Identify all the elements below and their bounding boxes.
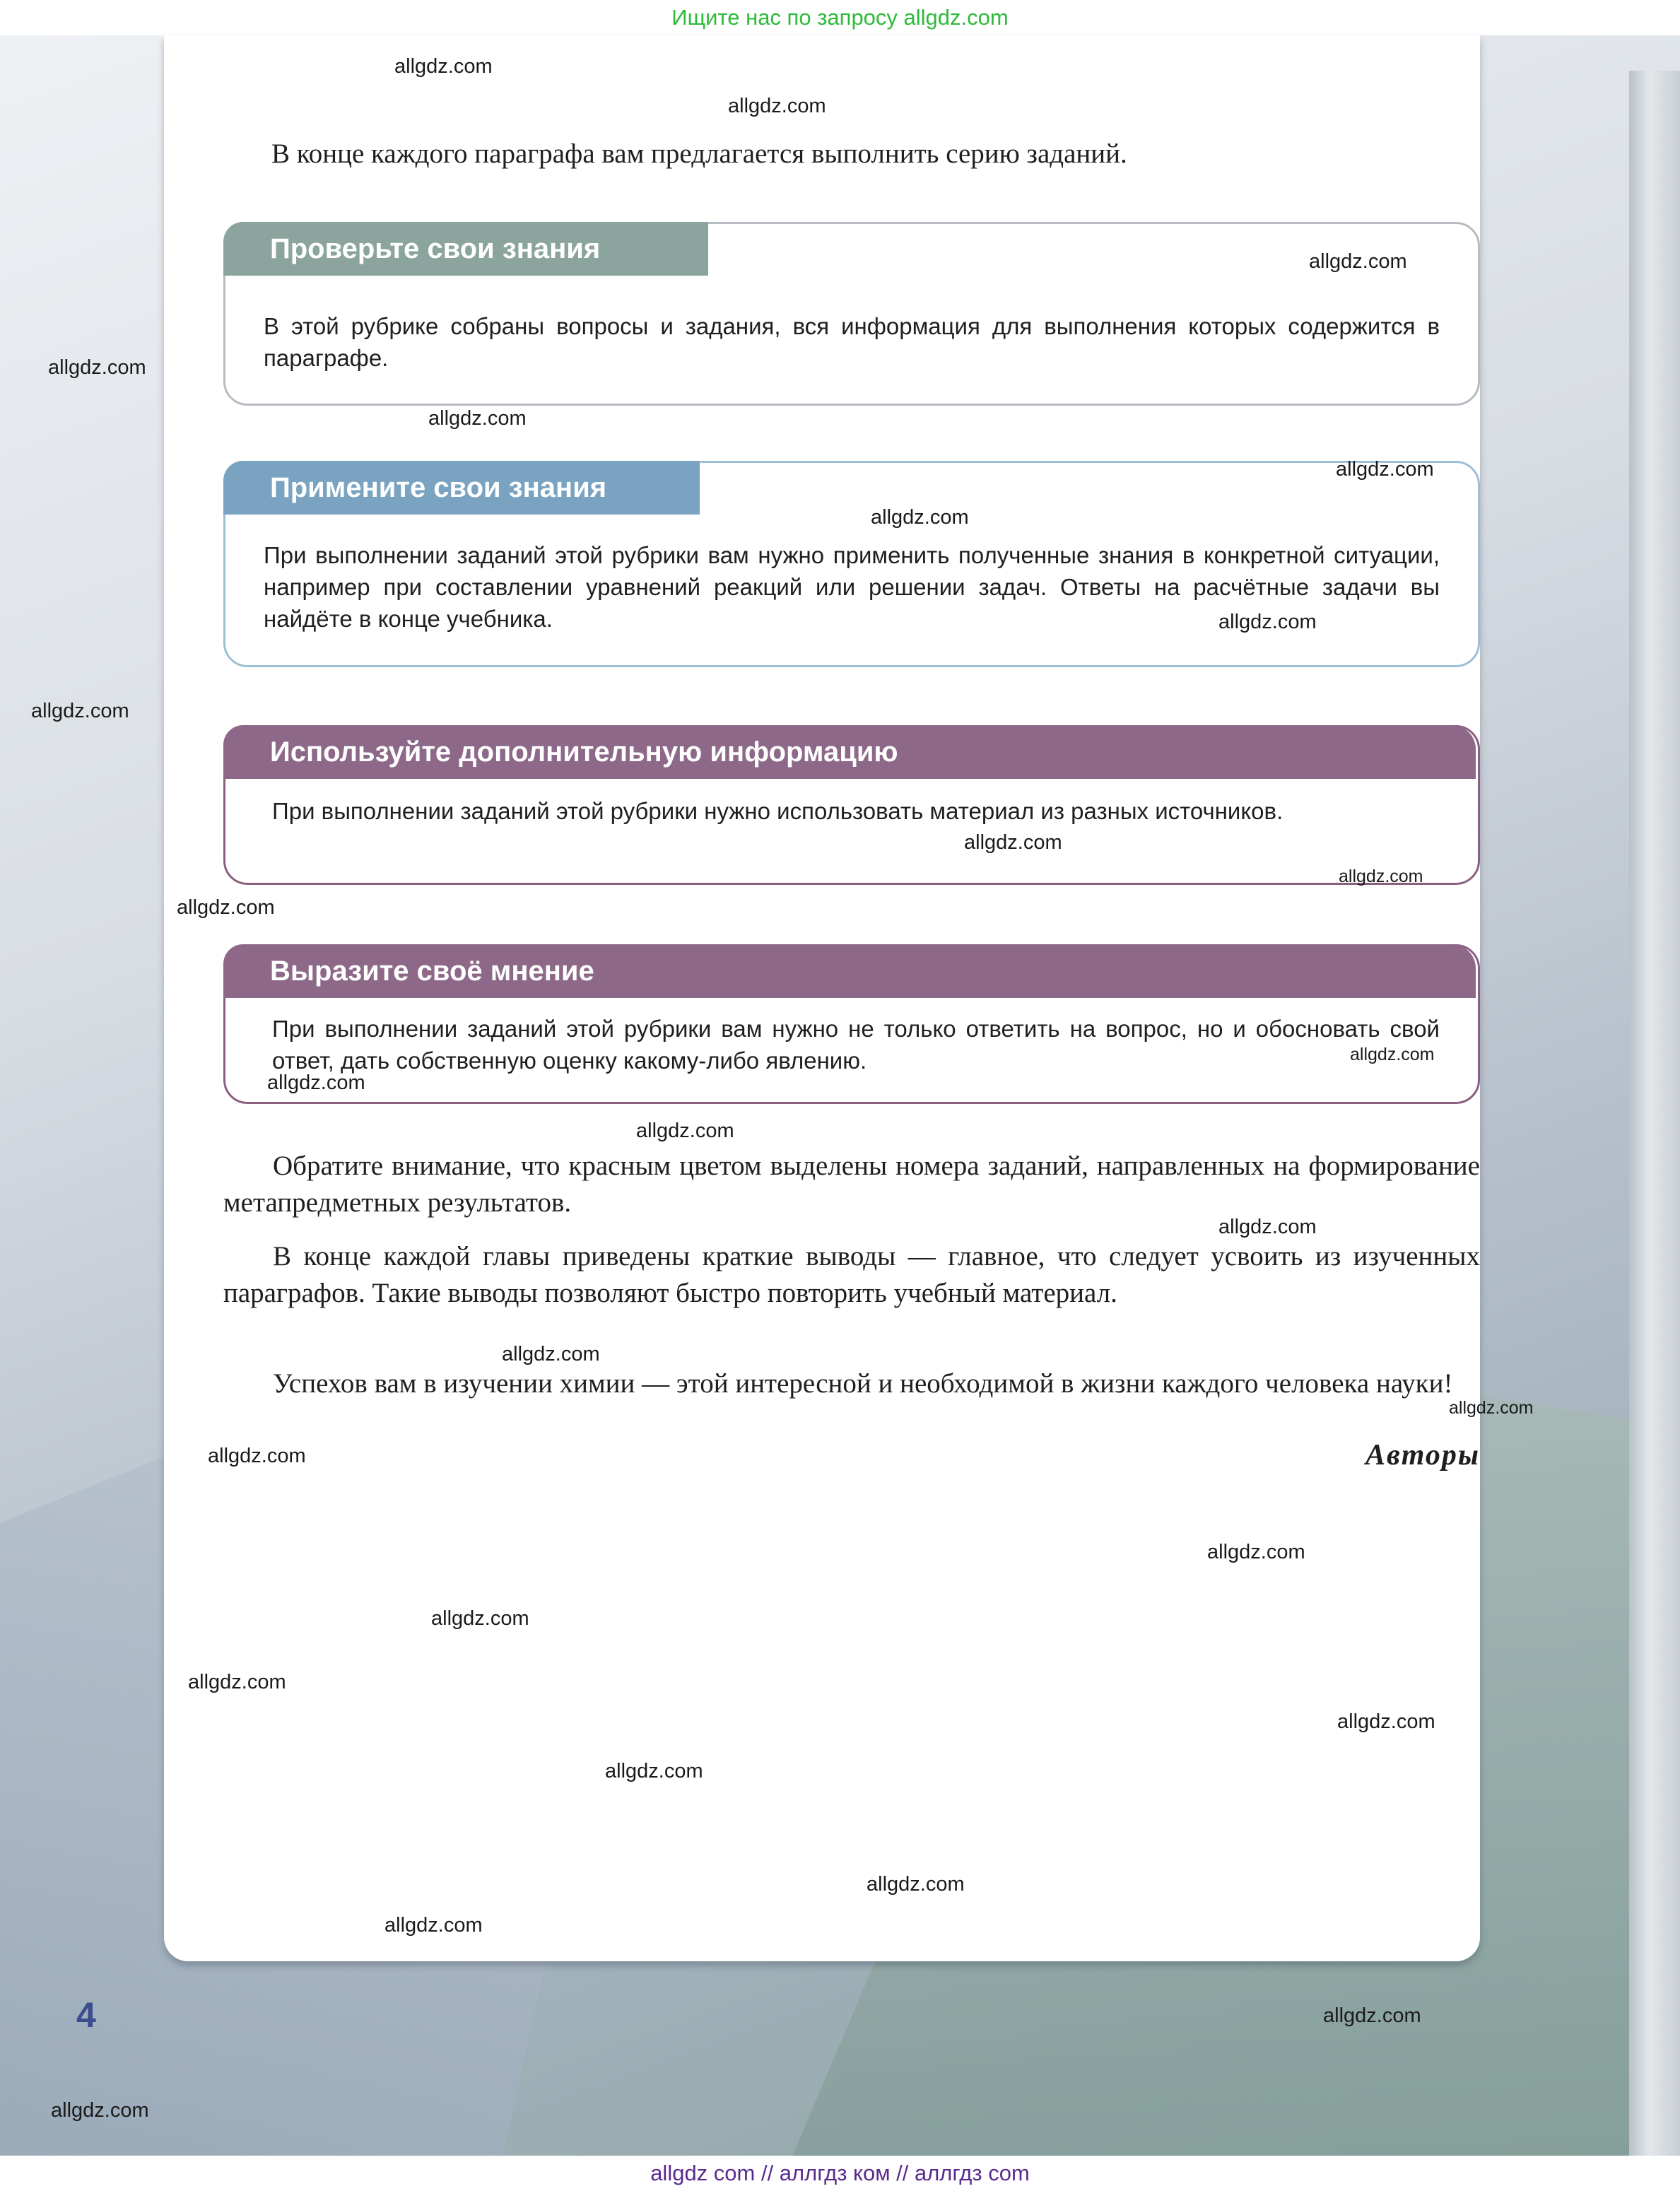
- watermark: allgdz.com: [188, 1671, 286, 1693]
- watermark: allgdz.com: [636, 1120, 734, 1142]
- page-number: 4: [76, 1995, 96, 2035]
- watermark: allgdz.com: [1337, 1710, 1435, 1733]
- watermark: allgdz.com: [208, 1445, 306, 1467]
- watermark: allgdz.com: [31, 700, 129, 722]
- watermark: allgdz.com: [431, 1607, 529, 1630]
- watermark: allgdz.com: [871, 506, 969, 529]
- rubric-text: При выполнении заданий этой рубрики вам нужно применить полученные знания в конкретной ситуации, например при составлении уравнений реакций или решении задач. Ответы на расчётные задачи вы найдёте в конце учебника.: [264, 542, 1440, 632]
- rubric-title: Используйте дополнительную информацию: [223, 725, 1476, 779]
- watermark: allgdz.com: [1339, 867, 1423, 886]
- intro-paragraph: В конце каждого параграфа вам предлагается выполнить серию заданий.: [271, 139, 1127, 169]
- rubric-apply-knowledge: [223, 461, 1480, 667]
- rubric-text: При выполнении заданий этой рубрики нужно использовать материал из разных источников.: [272, 798, 1284, 824]
- watermark: allgdz.com: [51, 2099, 149, 2122]
- watermark: allgdz.com: [267, 1071, 365, 1094]
- rubric-check-knowledge: [223, 222, 1480, 406]
- watermark: allgdz.com: [1350, 1045, 1435, 1064]
- watermark: allgdz.com: [964, 831, 1062, 854]
- bottom-banner: allgdz com // аллгдз ком // аллгдз com: [0, 2156, 1680, 2191]
- top-banner: Ищите нас по запросу allgdz.com: [671, 5, 1009, 30]
- watermark: allgdz.com: [384, 1914, 483, 1937]
- body-paragraph: Успехов вам в изучении химии — этой интересной и необходимой в жизни каждого человека науки!: [273, 1368, 1453, 1399]
- rubric-text: При выполнении заданий этой рубрики вам нужно не только ответить на вопрос, но и обосновать свой ответ, дать собственную оценку какому-либо явлению.: [272, 1016, 1440, 1074]
- watermark: allgdz.com: [1218, 611, 1317, 633]
- rubric-text: В этой рубрике собраны вопросы и задания, вся информация для выполнения которых содержится в параграфе.: [264, 313, 1440, 371]
- watermark: allgdz.com: [1449, 1398, 1534, 1418]
- watermark: allgdz.com: [502, 1343, 600, 1365]
- rubric-title: Примените свои знания: [223, 461, 700, 515]
- watermark: allgdz.com: [394, 55, 493, 78]
- watermark: allgdz.com: [1323, 2004, 1421, 2027]
- watermark: allgdz.com: [48, 356, 146, 379]
- watermark: allgdz.com: [1207, 1541, 1305, 1563]
- watermark: allgdz.com: [728, 95, 826, 117]
- watermark: allgdz.com: [605, 1760, 703, 1782]
- rubric-express-opinion: [223, 944, 1480, 1104]
- rubric-title: Проверьте свои знания: [223, 222, 708, 276]
- body-paragraph: В конце каждой главы приведены краткие выводы — главное, что следует усвоить из изученных параграфов. Такие выводы позволяют быстро повторить учебный материал.: [223, 1241, 1480, 1308]
- rubric-title: Выразите своё мнение: [223, 944, 1476, 998]
- body-paragraph: Обратите внимание, что красным цветом выделены номера заданий, направленных на формирование метапредметных результатов.: [223, 1151, 1480, 1218]
- watermark: allgdz.com: [177, 896, 275, 919]
- watermark: allgdz.com: [1336, 458, 1434, 481]
- book-spine: [1629, 71, 1680, 2191]
- watermark: allgdz.com: [1309, 250, 1407, 273]
- rubric-extra-information: [223, 725, 1480, 885]
- signature-authors: Авторы: [1365, 1439, 1480, 1472]
- watermark: allgdz.com: [867, 1873, 965, 1896]
- watermark: allgdz.com: [1218, 1216, 1317, 1238]
- watermark: allgdz.com: [428, 407, 527, 430]
